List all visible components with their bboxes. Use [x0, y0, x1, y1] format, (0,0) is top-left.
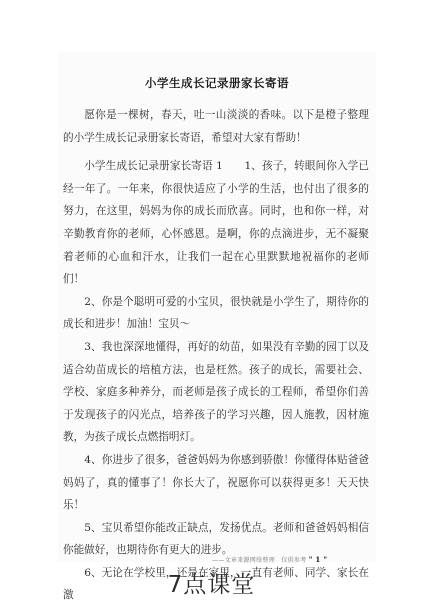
document-title: 小学生成长记录册家长寄语 — [145, 76, 289, 90]
page-number: " 1 " — [308, 555, 328, 564]
paragraph-2: 2、你是个聪明可爱的小宝贝，很快就是小学生了，期待你的成长和进步！加油！宝贝～ — [63, 295, 369, 331]
page-footer — [212, 555, 357, 564]
intro-paragraph: 愿你是一棵树，春天，吐一山淡淡的香味。以下是橙子整理的小学生成长记录册家长寄语，希望对大家有帮助！ — [63, 109, 369, 144]
footer-source-text: ——文章来源网络整理 仅供参考 — [212, 557, 307, 564]
paragraph-6: 6、无论在学校里，还是在家里，一直有老师、同学、家长在激 — [63, 566, 369, 602]
paragraph-5: 5、宝贝希望你能改正缺点，发扬优点。老师和爸爸妈妈相信你能做好，也期待你有更大的进步。 — [63, 521, 369, 557]
paragraph-3: 3、我也深深地懂得，再好的幼苗，如果没有辛勤的园丁以及适合幼苗成长的培植方法，也是枉然。孩子的成长，需要社会、学校、家庭多种养分，而老师是孩子成长的工程师，希望你们善于发现孩子的闪光点，培养孩子的学习兴趣，因人施教，因材施教，为孩子成长点燃指明灯。 — [63, 340, 369, 444]
paragraph-4: 4、你进步了很多，爸爸妈妈为你感到骄傲！你懂得体贴爸爸妈妈了，真的懂事了！你长大了，祝愿你可以获得更多！天天快乐！ — [63, 453, 369, 512]
paragraph-1: 小学生成长记录册家长寄语 1 1、孩子，转眼间你入学已经一年了。一年来，你很快适应了小学的生活，也付出了很多的努力，在这里，妈妈为你的成长而欣喜。同时，也和你一样，对辛勤教育你的老师，心怀感恩。是啊，你的点滴进步，无不凝聚着老师的心血和汗水，让我们一起在心里默默地祝福你的老师们！ — [63, 160, 369, 286]
site-watermark: 7点课堂 — [167, 572, 256, 598]
document-body — [63, 104, 369, 607]
